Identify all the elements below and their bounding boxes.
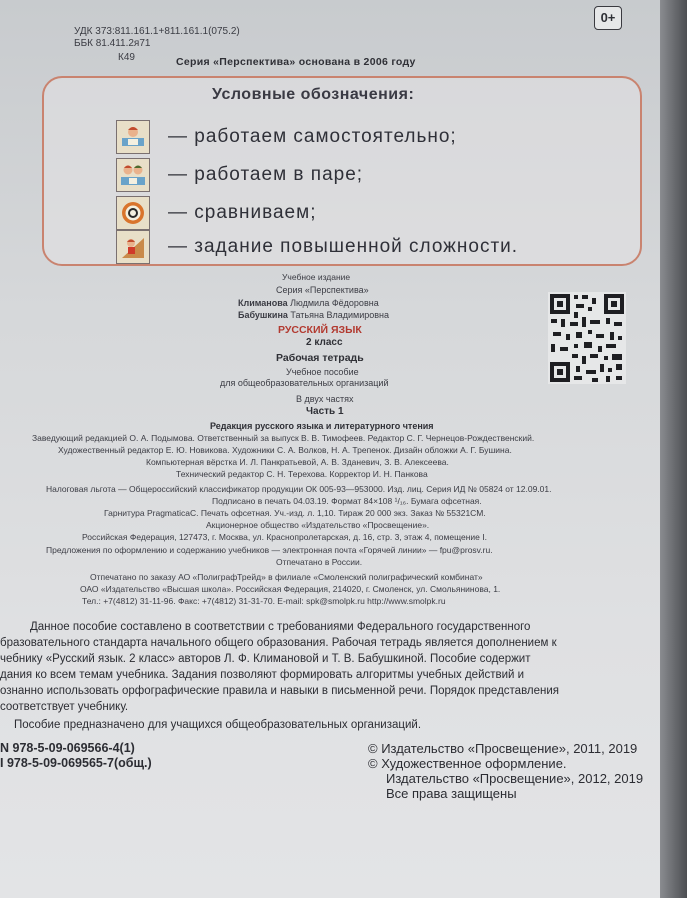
k49-code: К49 bbox=[118, 52, 135, 63]
imprint-line: Отпечатано в России. bbox=[276, 557, 363, 567]
legend-item bbox=[116, 230, 518, 264]
imprint-line: Подписано в печать 04.03.19. Формат 84×108 ¹/₁₆. Бумага офсетная. bbox=[212, 496, 482, 506]
legend-text: — задание повышенной сложности. bbox=[168, 236, 519, 257]
page-edge bbox=[660, 0, 687, 898]
book-title: РУССКИЙ ЯЗЫК bbox=[278, 324, 362, 336]
copyright-line: © Издательство «Просвещение», 2011, 2019 bbox=[368, 741, 638, 756]
description-line: чебнику «Русский язык. 2 класс» авторов Л. Ф. Климановой и Т. В. Бабушкиной. Пособие содержит bbox=[0, 653, 531, 665]
isbn-line: N 978-5-09-069566-4(1) bbox=[0, 741, 135, 755]
imprint-line: Налоговая льгота — Общероссийский классификатор продукции ОК 005-93—953000. Изд. лиц. Серия ИД № 05824 от 12.09.01. bbox=[46, 484, 552, 494]
author-1: Климанова Людмила Фёдоровна bbox=[238, 298, 379, 308]
imprint-line: Предложения по оформлению и содержанию учебников — электронная почта «Горячей линии» — fpu@prosv.ru. bbox=[46, 545, 493, 555]
imprint-line: Российская Федерация, 127473, г. Москва, ул. Краснопролетарская, д. 16, стр. 3, этаж 4, помещение I. bbox=[82, 532, 487, 542]
description-line: дания ко всем темам учебника. Задания позволяют формировать алгоритмы учебных действий и bbox=[0, 669, 525, 681]
imprint-line: Технический редактор С. Н. Терехова. Корректор И. Н. Панкова bbox=[176, 469, 428, 479]
qr-code bbox=[548, 292, 626, 384]
imprint-line: Тел.: +7(4812) 31-11-96. Факс: +7(4812) 31-31-70. E-mail: spk@smolpk.ru http://www.smolpk.ru bbox=[82, 596, 446, 606]
imprint-line: ОАО «Издательство «Высшая школа». Российская Федерация, 214020, г. Смоленск, ул. Смольянинова, 1. bbox=[80, 584, 501, 594]
edition-type: Учебное издание bbox=[282, 272, 351, 282]
book-purpose-1: Учебное пособие bbox=[286, 367, 359, 377]
child-climbing-icon bbox=[116, 230, 150, 264]
imprint-line: Художественный редактор Е. Ю. Новикова. Художники С. А. Волков, Н. А. Трепенок. Дизайн обложки А. Г. Бушина. bbox=[58, 445, 512, 455]
legend-box bbox=[42, 76, 642, 266]
pair-reading-icon bbox=[116, 158, 150, 192]
imprint-line: Отпечатано по заказу АО «ПолиграфТрейд» в филиале «Смоленский полиграфический комбинат» bbox=[90, 572, 483, 582]
description-line: соответствует учебнику. bbox=[0, 701, 129, 713]
legend-text: — работаем самостоятельно; bbox=[168, 126, 457, 147]
isbn-line: I 978-5-09-069565-7(общ.) bbox=[0, 756, 152, 770]
legend-item bbox=[116, 158, 363, 192]
book-purpose-2: для общеобразовательных организаций bbox=[220, 378, 389, 388]
imprint-editorial: Редакция русского языка и литературного чтения bbox=[210, 421, 434, 431]
legend-text: — работаем в паре; bbox=[168, 164, 364, 185]
legend-text: — сравниваем; bbox=[168, 202, 317, 223]
udk-code: УДК 373:811.161.1+811.161.1(075.2) bbox=[74, 26, 240, 37]
book-part: Часть 1 bbox=[306, 406, 344, 417]
legend-item bbox=[116, 196, 316, 230]
description-line: Данное пособие составлено в соответствии с требованиями Федерального государственного bbox=[30, 621, 531, 633]
child-reading-icon bbox=[116, 120, 150, 154]
description-line: ознанно использовать орфографические правила и навыки в письменной речи. Порядок представления bbox=[0, 685, 560, 697]
age-rating-badge: 0+ bbox=[594, 6, 622, 30]
imprint-line: Компьютерная вёрстка И. Л. Панкратьевой, А. В. Зданевич, З. В. Алексеева. bbox=[146, 457, 449, 467]
legend-item bbox=[116, 120, 457, 154]
book-grade: 2 класс bbox=[306, 337, 343, 348]
book-series: Серия «Перспектива» bbox=[276, 285, 369, 295]
book-subtitle: Рабочая тетрадь bbox=[276, 352, 364, 364]
imprint-line: Акционерное общество «Издательство «Просвещение». bbox=[206, 520, 430, 530]
copyright-line: © Художественное оформление. bbox=[368, 756, 567, 771]
copyright-line: Все права защищены bbox=[386, 786, 517, 801]
description-line: Пособие предназначено для учащихся общеобразовательных организаций. bbox=[14, 719, 422, 731]
copyright-line: Издательство «Просвещение», 2012, 2019 bbox=[386, 771, 644, 786]
legend-title: Условные обозначения: bbox=[212, 86, 415, 103]
imprint-line: Заведующий редакцией О. А. Подымова. Ответственный за выпуск В. В. Тимофеев. Редактор С. Г. Чернецов-Рождественский. bbox=[32, 433, 535, 443]
description-line: бразовательного стандарта начального общего образования. Рабочая тетрадь является дополнением к bbox=[0, 637, 557, 649]
compare-circle-icon bbox=[116, 196, 150, 230]
bbk-code: ББК 81.411.2я71 bbox=[74, 38, 151, 49]
imprint-line: Гарнитура PragmaticaC. Печать офсетная. Уч.-изд. л. 1,10. Тираж 20 000 экз. Заказ № 55321СМ. bbox=[104, 508, 486, 518]
series-founded: Серия «Перспектива» основана в 2006 году bbox=[176, 56, 416, 68]
book-parts: В двух частях bbox=[296, 394, 354, 404]
author-2: Бабушкина Татьяна Владимировна bbox=[238, 310, 389, 320]
